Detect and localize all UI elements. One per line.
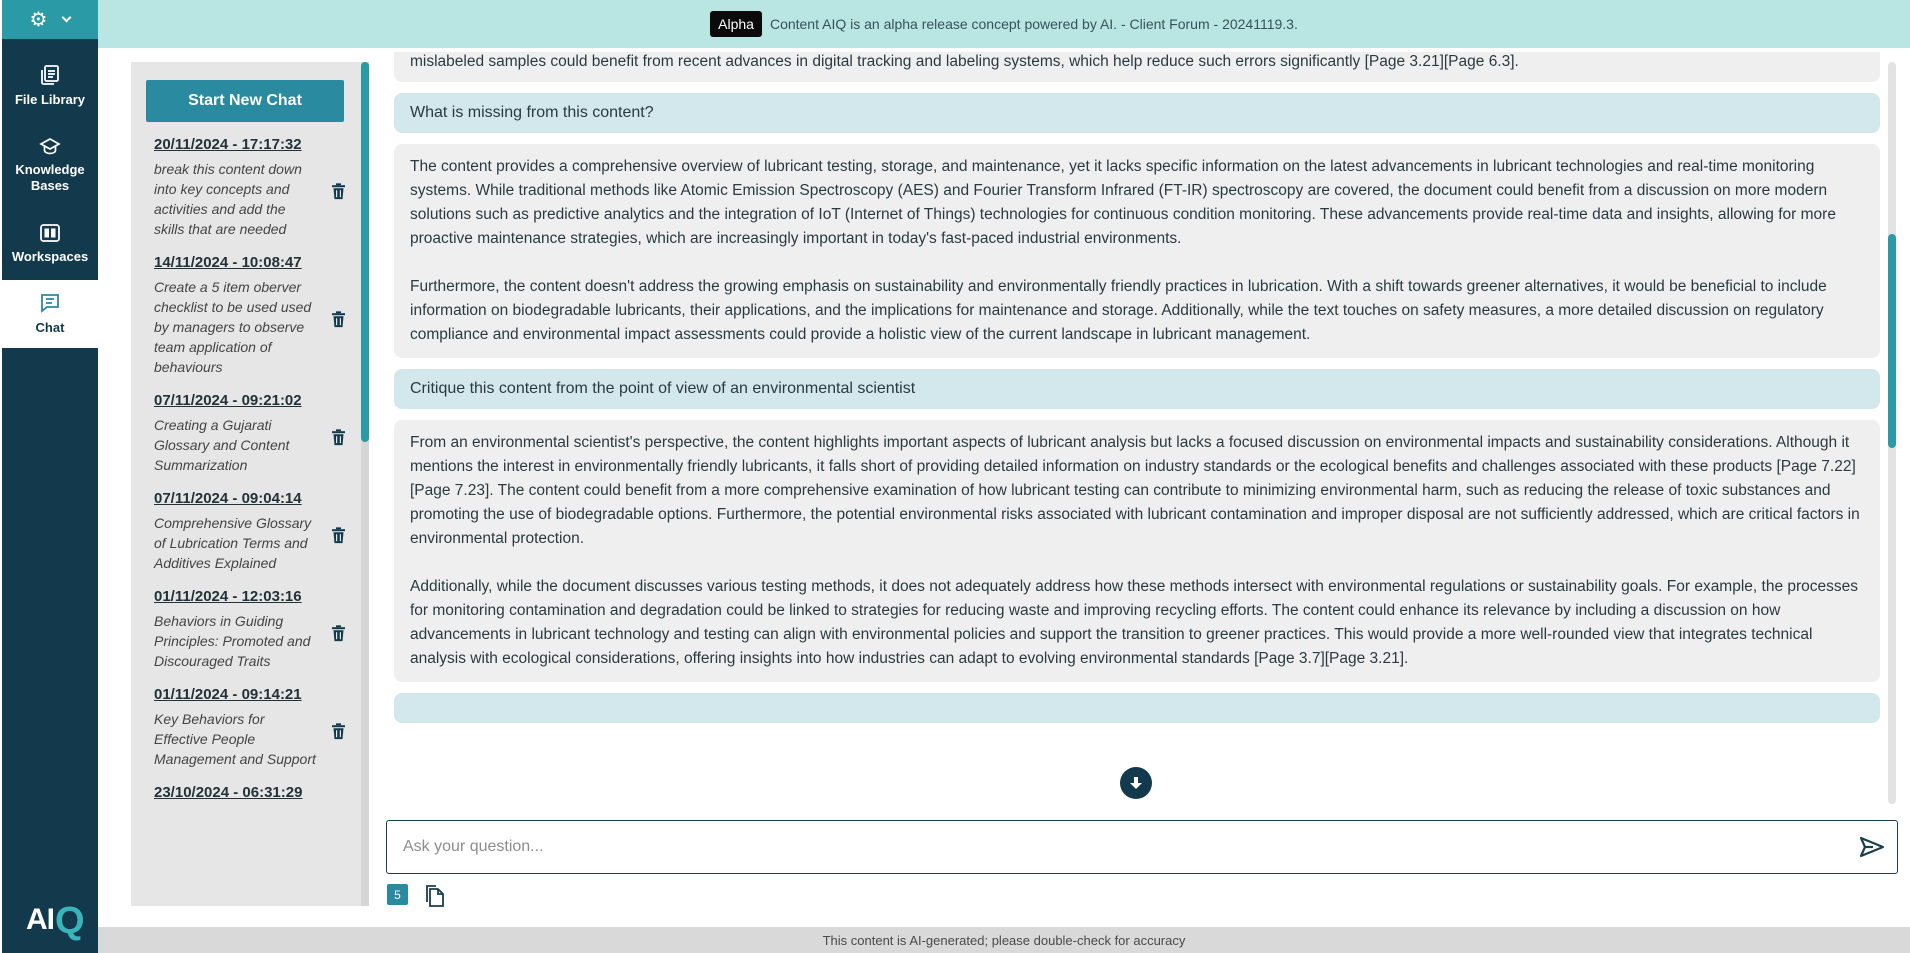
message-text: mislabeled samples could benefit from recent advances in digital tracking and labeling systems, which help reduce such errors significantly [Page 3.21][Page 6.3]. bbox=[410, 53, 1519, 70]
ai-message bbox=[394, 52, 1880, 82]
chat-date-link[interactable]: 01/11/2024 - 09:14:21 bbox=[154, 686, 302, 703]
conversation-panel bbox=[394, 52, 1880, 804]
chat-description: Behaviors in Guiding Principles: Promoted and Discouraged Traits bbox=[154, 613, 311, 669]
chat-description: Creating a Gujarati Glossary and Content Summarization bbox=[154, 417, 290, 473]
chat-history-item[interactable] bbox=[131, 254, 361, 377]
settings-menu-button[interactable] bbox=[2, 0, 98, 39]
nav-label: Knowledge Bases bbox=[15, 162, 85, 193]
chat-history-item[interactable] bbox=[131, 686, 361, 769]
trash-icon[interactable] bbox=[332, 527, 345, 543]
chat-history-panel bbox=[131, 62, 369, 906]
ai-message bbox=[394, 420, 1880, 682]
nav-item-knowledge-bases[interactable] bbox=[2, 122, 98, 208]
trash-icon[interactable] bbox=[332, 311, 345, 327]
chat-history-item[interactable] bbox=[131, 588, 361, 671]
nav-item-workspaces[interactable] bbox=[2, 208, 98, 280]
history-scroll-thumb[interactable] bbox=[361, 62, 369, 442]
message-text: Furthermore, the content doesn't address the growing emphasis on sustainability and environmentally friendly practices in lubrication. With a shift towards greener alternatives, it would be beneficial to include information on biodegradable lubricants, their applications, and the implications for maintenance and storage. Additionally, while the text touches on safety measures, a more detailed discussion on regulatory compliance and environmental impact assessments could provide a holistic view of the current landscape in lubricant management. bbox=[410, 278, 1827, 343]
question-input[interactable] bbox=[403, 833, 1823, 861]
chat-date-link[interactable]: 14/11/2024 - 10:08:47 bbox=[154, 254, 302, 271]
scroll-to-bottom-button[interactable] bbox=[1120, 767, 1152, 799]
question-box bbox=[386, 820, 1898, 874]
user-message bbox=[394, 369, 1880, 409]
user-message bbox=[394, 693, 1880, 723]
chat-history-item[interactable] bbox=[131, 490, 361, 573]
nav-label: File Library bbox=[14, 91, 86, 107]
workspaces-icon bbox=[39, 223, 61, 243]
conversation-scrollbar[interactable] bbox=[1888, 62, 1896, 804]
banner-text: Content AIQ is an alpha release concept powered by AI. - Client Forum - 20241119.3. bbox=[769, 16, 1298, 32]
chat-date-link[interactable]: 01/11/2024 - 12:03:16 bbox=[154, 588, 302, 605]
alpha-badge: Alpha bbox=[710, 11, 762, 37]
nav-rail bbox=[2, 0, 98, 953]
start-new-chat-button[interactable]: Start New Chat bbox=[146, 80, 344, 122]
chat-icon bbox=[39, 292, 61, 314]
trash-icon[interactable] bbox=[332, 429, 345, 445]
chat-history-item[interactable] bbox=[131, 136, 361, 239]
arrow-down-icon bbox=[1128, 775, 1144, 791]
chat-history-item[interactable] bbox=[131, 392, 361, 475]
chevron-down-icon bbox=[62, 13, 72, 23]
send-icon[interactable] bbox=[1859, 836, 1885, 858]
ai-message bbox=[394, 144, 1880, 358]
document-count-badge[interactable]: 5 bbox=[387, 884, 408, 905]
documents-icon[interactable] bbox=[425, 884, 445, 908]
chat-description: Create a 5 item oberver checklist to be used used by managers to observe team application of behaviours bbox=[154, 279, 312, 375]
chat-history-item[interactable] bbox=[131, 784, 361, 807]
chat-date-link[interactable]: 23/10/2024 - 06:31:29 bbox=[154, 784, 303, 801]
nav-item-chat[interactable] bbox=[2, 280, 98, 348]
chat-history-list bbox=[131, 136, 361, 822]
gear-icon: ⚙ bbox=[29, 8, 48, 31]
nav-label: Workspaces bbox=[11, 249, 89, 264]
message-text: Critique this content from the point of view of an environmental scientist bbox=[410, 380, 916, 397]
trash-icon[interactable] bbox=[332, 723, 345, 739]
message-text: Additionally, while the document discusses various testing methods, it does not adequately address how these methods intersect with environmental regulations or sustainability goals. For example, the processes for monitoring contamination and degradation could be linked to strategies for reducing waste and improving recycling efforts. The content could enhance its relevance by including a discussion on how advancements in lubricant technology and testing can align with environmental policies and support the transition to greener practices. This would provide a more well-rounded view that integrates technical analysis with ecological considerations, offering insights into how industries can adapt to evolving environmental standards [Page 3.7][Page 3.21]. bbox=[410, 578, 1859, 667]
message-text: The content provides a comprehensive overview of lubricant testing, storage, and maintenance, yet it lacks specific information on the latest advancements in lubricant technologies and real-time monitoring systems. While traditional methods like Atomic Emission Spectroscopy (AES) and Fourier Transform Infrared (FT-IR) spectroscopy are covered, the document could benefit from a discussion on more modern solutions such as predictive analytics and the integration of IoT (Internet of Things) technologies for continuous condition monitoring. These advancements provide real-time data and insights, allowing for more proactive maintenance strategies, which are increasingly important in today's fast-paced industrial environments. bbox=[410, 158, 1836, 247]
message-text: From an environmental scientist's perspective, the content highlights important aspects of lubricant analysis but lacks a focused discussion on environmental impacts and sustainability considerations. Although it mentions the interest in environmentally friendly lubricants, it falls short of providing detailed information on industry standards or the ecological benefits and challenges associated with these products [Page 7.22][Page 7.23]. The content could benefit from a more comprehensive examination of how lubricant testing can contribute to minimizing environmental harm, such as reducing the release of toxic substances and promoting the use of biodegradable options. Furthermore, the potential environmental risks associated with lubricant contamination and improper disposal are not sufficiently addressed, which are critical factors in environmental protection. bbox=[410, 434, 1860, 547]
ai-disclaimer-footer: This content is AI-generated; please double-check for accuracy bbox=[98, 927, 1910, 953]
history-scrollbar[interactable] bbox=[361, 62, 369, 906]
user-message bbox=[394, 93, 1880, 133]
chat-description: Comprehensive Glossary of Lubrication Terms and Additives Explained bbox=[154, 515, 312, 571]
alpha-banner bbox=[98, 0, 1910, 48]
chat-date-link[interactable]: 20/11/2024 - 17:17:32 bbox=[154, 136, 302, 153]
trash-icon[interactable] bbox=[332, 625, 345, 641]
aiq-logo: AI Q bbox=[26, 900, 84, 942]
graduation-cap-icon bbox=[39, 136, 61, 156]
file-library-icon bbox=[39, 64, 61, 86]
conversation-scroll-thumb[interactable] bbox=[1888, 234, 1896, 448]
message-text: What is missing from this content? bbox=[410, 104, 654, 121]
nav-label: Chat bbox=[35, 320, 65, 335]
chat-date-link[interactable]: 07/11/2024 - 09:21:02 bbox=[154, 392, 302, 409]
trash-icon[interactable] bbox=[332, 183, 345, 199]
chat-description: break this content down into key concepts and activities and add the skills that are needed bbox=[154, 161, 302, 237]
chat-date-link[interactable]: 07/11/2024 - 09:04:14 bbox=[154, 490, 302, 507]
nav-item-file-library[interactable] bbox=[2, 49, 98, 122]
chat-description: Key Behaviors for Effective People Management and Support bbox=[154, 711, 316, 767]
